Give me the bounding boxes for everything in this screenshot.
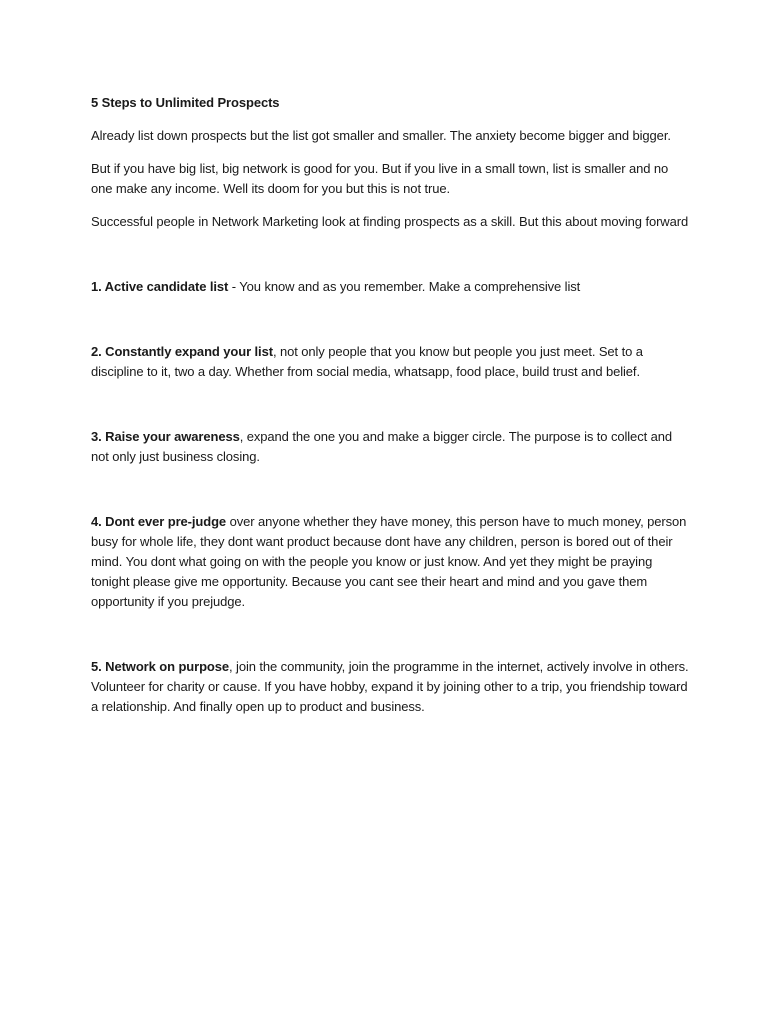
step-4 (91, 512, 691, 612)
step-2-heading: 2. Constantly expand your list (91, 344, 273, 359)
step-3 (91, 427, 691, 467)
step-3-text: , expand the one you and make a bigger circle. The purpose is to collect and not only just business closing. (91, 429, 673, 464)
step-1-heading: 1. Active candidate list (91, 279, 229, 294)
step-5 (91, 657, 691, 717)
step-2-text: , not only people that you know but people you just meet. Set to a discipline to it, two a day. Whether from social media, whatsapp, food place, build trust and belief. (91, 344, 643, 379)
step-4-text: over anyone whether they have money, this person have to much money, person busy for whole life, they dont want product because dont have any children, person is bored out of their mind. You dont what going on with the people you know or just know. And yet they might be praying tonight please give me opportunity. Because you cant see their heart and mind and you gave them opportunity if you prejudge. (91, 514, 687, 609)
step-2 (91, 342, 691, 382)
step-5-text: , join the community, join the programme in the internet, actively involve in others. Volunteer for charity or cause. If you have hobby, expand it by joining other to a trip, you friendship toward a relationship. And finally open up to product and business. (91, 659, 689, 714)
step-3-heading: 3. Raise your awareness (91, 429, 240, 444)
intro-paragraph-3: Successful people in Network Marketing look at finding prospects as a skill. But this about moving forward (91, 214, 689, 229)
intro-paragraph-2: But if you have big list, big network is good for you. But if you live in a small town, list is smaller and no one make any income. Well its doom for you but this is not true. (91, 161, 669, 196)
document-body (91, 93, 691, 762)
step-1-text: - You know and as you remember. Make a comprehensive list (228, 279, 581, 294)
step-5-heading: 5. Network on purpose (91, 659, 230, 674)
document-title: 5 Steps to Unlimited Prospects (91, 95, 280, 110)
step-4-heading: 4. Dont ever pre-judge (91, 514, 227, 529)
intro-paragraph-1: Already list down prospects but the list got smaller and smaller. The anxiety become bigger and bigger. (91, 128, 671, 143)
step-1 (91, 277, 691, 297)
